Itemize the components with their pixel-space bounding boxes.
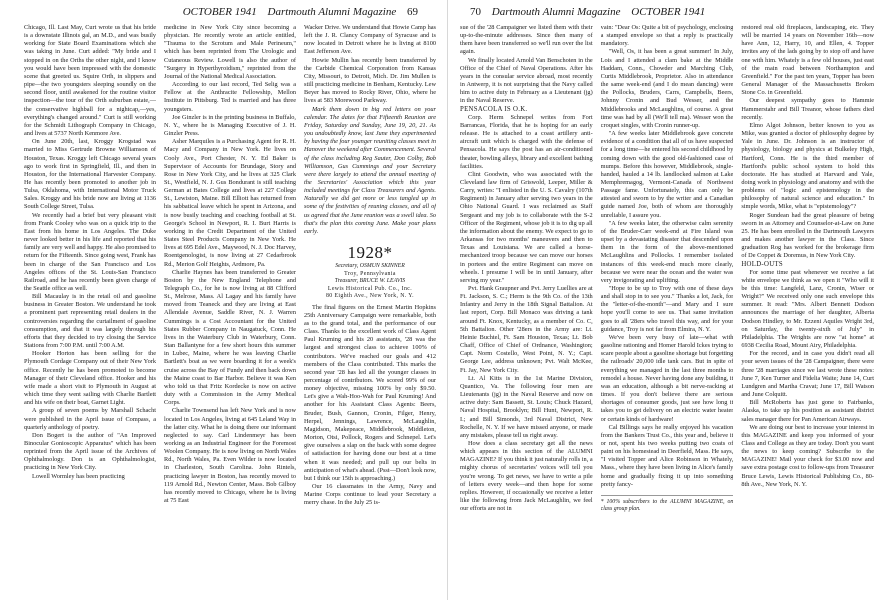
secretary-address: Troy, Pennsylvania	[344, 270, 396, 277]
left-header-magazine: Dartmouth Alumni Magazine	[267, 6, 397, 18]
paragraph: A group of seven poems by Marshall Schacht were published in the April issue of Compass, a quarterly anthology of poetry.	[24, 407, 156, 431]
paragraph: medicine in New York City since becoming a physician. He recently wrote an article entitled, "Trauma to the Scrotum and Male Perineum," which has been reprinted from The Urologic and Cutaneous Review. Lowell is also the author of "Surgery in Hyperthyroidism," reprinted from the Journal of the National Medical Association.	[164, 24, 296, 80]
paragraph: "A few weeks later Middlebrook gave concrete evidence of a condition that all of us have suspected for a long time—he entered his second childhood by coming down with the good old-fashioned case of mumps. Before this however, Middlebrook, single-handed, hauled a 14 lb. landlocked salmon at Lake Memphremagog, Vermont-Canada of Northwest Passage fame. Unfortunately, this can only be attested and sworn to by the writer and a Canadian guide named Joe, both of whom are thoroughly unreliable, I assure you.	[600, 130, 734, 219]
paragraph: For the record, and in case you didn't read all your seven issues of the '28 Campaigner, there were three '28 marriages since we last wrote these notes: June 7, Ken Turner and Fidelia Waite; June 14, Curt Lundgren and Martha Cravat; June 17, Bill Watson and June Colquitt.	[741, 350, 875, 399]
paragraph: We finally located Arnold Van Benschoten in the Office of the Chief of Naval Operations. After his years in the consular service abroad, most recently in Antwerp, it is not surprising that the Navy called him to active duty in February as a Lieutenant (jg) in the Naval Reserve.	[460, 56, 593, 105]
left-column-1	[24, 24, 156, 596]
paragraph: Lowell Wormley has been practicing	[32, 472, 125, 480]
paragraph: Bill Macaulay is in the retail oil and gasoline business in Greater Boston. We understand he took a prominent part representing retail dealers in the controversies regarding the curtailment of gasoline consumption, and that it was largely through his efforts that they decided to try closing the Service Stations from 7:00 P.M. until 7:00 A.M.	[24, 293, 156, 350]
paragraph: Corp. Herm Schnepel writes from Fort Barrancas, Florida, that he is hoping for an early release. He is attached to a coast artillery anti-aircraft unit which is charged with the defense of Pensacola. He says the post has an air-conditioned theater, bowling alleys, library and excellent bathing facilities.	[460, 113, 593, 170]
right-column-3	[741, 24, 874, 596]
paragraph: restored real old fireplaces, landscaping, etc. They will be married 14 years on November 16th—now have Ann, 12, Harry, 10, and Ellen, 4. Topper invites any of the lads going by to stop off and have one with him. Whately is a few old houses, just east of the main road between Northampton and Greenfield." For the past ten years, Topper has been General Manager of the Massachusetts Broken Stone Co. in Greenfield.	[741, 24, 875, 97]
paragraph: We've been very busy of late—what with gasoline rationing and Homer Harold Ickes trying to scare people about a gasoline shortage but forgetting the railroads' 20,000 idle tank cars. But in spite of everything we managed in the last three months to remodel a house. Never having done any building, it was an education, although a bit nerve-racking at times. If you don't believe there are serious shortages of consumer goods, just see how long it takes you to get delivery on an electric water heater or certain kinds of hardware!	[600, 333, 734, 423]
left-column-2	[164, 24, 296, 596]
right-page-number: 70	[470, 6, 481, 18]
paragraph: We are doing our best to increase your interest in this MAGAZINE and keep you informed of your Class and College as they are today. Don't you want the news to keep coming? Subscribe to the MAGAZINE! Mail your check for $3.00 now and save extra postage cost to follow-ups from Treasurer Bruce Lewis, Lewis Historical Publishing Co., 80-8th Ave., New York, N. Y.	[741, 423, 875, 488]
class-section-heading	[304, 243, 436, 301]
paragraph: For some time past whenever we receive a fat white envelope we think as we open it "Who will it be this time: Langfeld, Lanz, Cronin, Wiser or Wright?" We received only one such envelope this summer. It read: "Mrs. Albert Bennett Dodson announces the marriage of her daughter, Alberta Dodson Hindley, to Mr. Ezzeni Aquiles Wright 3rd, on Saturday, the twenty-sixth of July" in Philadelphia. The Wrights are now "at home" at 6938 Cecilia Road, Mount Airy, Philadelphia.	[741, 268, 875, 350]
paragraph: Our 16 classmates in the Army, Navy and Marine Corps continue to lead your Secretary a merry chase. In the July 25 is-	[304, 483, 436, 507]
left-columns	[24, 24, 436, 596]
paragraph: Howie Mullin has recently been transferred by the Carbide Chemical Corporation from Kansas City, Missouri, to Detroit, Mich. Dr. Jim Mullen is still practicing medicine in Benham, Kentucky. Lew Beyer has moved to Rocky River, Ohio, where he lives at 583 Morewood Parkway.	[304, 56, 436, 105]
right-page	[448, 0, 896, 600]
right-column-1	[460, 24, 593, 596]
treasurer-address: 80 Eighth Ave., New York, N. Y.	[326, 293, 414, 300]
secretary-line: Secretary, OSMUN SKINNER	[335, 263, 405, 270]
paragraph: "Hope to be up to Troy with one of these days and shall stop in to see you." Thanks a lot, Jack, for the "letter-of-the-month"—and Mary and I sure hope you'll come to see us. That same invitation goes to all '28ers who travel this way, and for your guidance, Troy is not far from Elmira, N. Y.	[600, 285, 734, 333]
paragraph: Cal Billings says he really enjoyed his vacation from the Bankers Trust Co., this year and, believe it or not, spent his two weeks putting two coats of paint on his homestead in Deerfield, Mass. He says, "I visited Topper and Alice Robinson in Whately, Mass., where they have been living in Alice's family home and gradually fixing it up into something pretty fancy-	[600, 423, 734, 488]
right-column-2	[601, 24, 734, 596]
right-header-magazine: Dartmouth Alumni Magazine	[491, 6, 621, 18]
right-columns	[460, 24, 874, 596]
paragraph: sue of the '28 Campaigner we listed them with their up-to-the-minute addresses. Since then many of them have been transferred so we'll run over the list again.	[460, 24, 593, 56]
paragraph: Asher Marquiles is a Purchasing Agent for R. H. Macy and Company in New York. He lives on Cooly Ave., Port Chester, N. Y. Ed Baker is Supervisor of Accounts for Brundage, Story and Rose in New York City, and he lives at 325 Clark St., Westfield, N. J. Gus Bondurant is still teaching German at Bates College and lives at 227 College St., Lewiston, Maine. Bill Elliott has returned from his sabbatical leave which he spent in Arizona, and is now busily teaching and coaching football at St. George's School in Newport, R. I. Burt Harris is working in the Credit Department of the United States Steel Products Company in New York. He lives at 695 Edel Ave., Maywood, N. J. Doc Harvey, Roentgenologist, is now living at 27 Cedarbrook Rd., Merion Golf Heights, Ardmore, Pa.	[164, 138, 296, 268]
paragraph: "Well, Os, it has been a great summer! In July, Lois and I attended a clam bake at the Middle Haddam, Conn., Chowder and Marching Club, Curtis Middlebrook, Proprietor. Also in attendance the same week-end (and I do mean dancing) were the Pollocks, Bruders, Carrs, Campbells, Beers, Johnny Cronin and Bud Wesser, and the Middlebrooks and McLaughlins, of course. A great time was had by all (We'll tell ma). Wesser won the croquet singles, with Cronin runner-up.	[600, 48, 734, 129]
paragraph: Charlie Haynes has been transferred to Greater Boston by the New England Telephone and Telegraph Co., for he is now living at 88 Clifford St., Melrose, Mass. Al Lagay and his family have moved from Teaneck and they are living at East Allendale Avenue, Saddle River, N. J. Warren Cummings is a Cost Accountant for the United States Rubber Company in Naugatuck, Conn. He lives in the Waterbury Club in Waterbury, Conn. Stan Ballantyne for a few short hours this summer in Lubec, Maine, where he was leaving Charlie Bartlett's boat as we were boarding it for a week's cruise across the Bay of Fundy and then back down the Maine coast to Bar Harbor. Believe it was Ken who told us that Fritz Kordecke is now on active duty with a Commission in the Army Medical Corps.	[164, 268, 296, 407]
paragraph: How does a class secretary get all the news which appears in this section of the ALUMNI MAGAZINE? If you think it just naturally rolls in, a mighty chorus of secretaries' voices will tell you you're wrong. To get news, we have to write a pile of letters every week—and then hope for some replies. However, if occasionally we receive a letter like the following from Jack McLaughlin, we feel our efforts are not in	[460, 439, 593, 513]
paragraph: On June 20th, last, Kroggy Krogstad was married to Miss Gertrude Browne Williamson of Houston, Texas. Kroggy left Chicago several years ago to work first in Springfield, Ill., and then in Houston, for the International Harvester Company. He has recently been promoted to another job in Tulsa, Oklahoma, with International Motor Truck Sales. Kroggy and his bride now are living at 1136 South College Street, Tulsa.	[24, 138, 156, 211]
left-header-month: OCTOBER 1941	[182, 6, 257, 18]
paragraph: Lt. Al Kitts is in the 1st Marine Division, Quantico, Va. The following four men are Lieutenants (jg) in the Naval Reserve and now on active duty: Sam Bassett, St. Louis; Chuck Hazard, Naval Hospital, Brooklyn; Bill Hunt, Newport, R. I.; and Bill Simonds, 3rd Naval District, New Rochelle, N. Y. If we have missed anyone, or made any mistakes, please tell us right away.	[460, 374, 593, 439]
paragraph: Mark them down in big red letters on your calendar. The dates for that Fifteenth Reunion are Friday, Saturday and Sunday, June 19, 20, 21. As you undoubtedly know, last June they experimented by having the four younger reuniting classes meet in Hanover the weekend after Commencement. Several of the class including Reg Sauter, Don Colby, Bob Williamson, Gus Cummings and your Secretary were there largely to attend the annual meeting of the Secretaries' Association which this year included meetings for Class Treasurers and Agents. Naturally we did get more or less tangled up in some of the festivities of reuning classes, and all of us agreed that the June reunion was a swell idea. So that's the plan this coming June. Make your plans early.	[304, 105, 436, 235]
footnote: * 100% subscribers to the ALUMNI MAGAZINE, on class group plan.	[601, 495, 734, 514]
paragraph: The final figures on the Ernest Martin Hopkins 25th Anniversary Campaign were remarkable, both as to the grand total, and the performance of our Class. Thanks to the excellent work of Class Agent Paul Kruming and his 20 assistants, '28 was the largest and strongest class to achieve 100% of contributors. We've reached our goals and 412 members of the Class contributed. This marks the second year '28 has led all the younger classes in percentage of contributors. We scored 99% of our money objective, missing 100% by only $9.50. Let's give a Wah-Hoo-Wah for Paul Kruming! And another for his Assistant Class Agents: Beers, Bruder, Bush, Gannon, Cronin, Filger, Henry, Herpel, Jennings, Lawrence, McLaughlin, Magidson, Makepeace, Middlebrook, Middleton, Morton, Otsi, Pollock, Rogers and Schnepel. Let's give ourselves a slap on the back with some degree of satisfaction for having done our best at a time when it was needed; and pull up our belts in anticipation of what's ahead. (Psst—Don't look now, but I think our 15th is approaching.)	[304, 303, 436, 482]
paragraph: According to our last record, Ted Selig was a Fellow at the Anthracite Fellowship, Mellon Institute in Pittsburg. Ted is married and has three youngsters.	[164, 81, 296, 113]
treasurer-line: Treasurer, BRUCE W. LEAVIS	[334, 278, 406, 285]
paragraph: Hooker Horton has been selling for the Plymouth Cordage Company out of their New York office. Recently he has been promoted to become Manager of their Cleveland office. Hooker and his wife made a short visit to Plymouth in August at which time they went sailing with Charlie Bartlett and his wife on their boat, Garnet Light.	[24, 350, 156, 407]
paragraph: Roger Sundean had the great pleasure of being sworn in as Attorney and Counselor-at-Law on June 25. He has been enrolled in the Dartmouth Lawyers and makes another lawyer in the Class. Since graduation Rog has worked for the brokerage firm of De Coppet & Doremus, in New York City.	[741, 211, 875, 260]
left-page-number: 69	[407, 6, 418, 18]
paragraph: Pvt. Hank Graupner and Pvt. Jerry Luellies are at Ft. Jackson, S. C.; Herm is the 9th Co. of the 13th Infantry and Jerry in the 18th Signal Battalion. At last report, Corp. Bill Monaco was driving a tank around Ft. Knox, Kentucky, as a member of Co. C, 5th Battalion. Other '28ers in the Army are: Lt. Heinie Buchtel, Ft. Sam Houston, Texas; Lt. Bob Chaff, Office of Chief of Ordnance, Washington; Capt. Norm Costello, West Point, N. Y.; Capt. George Lee, address unknown; Pvt. Walt McKee, Ft. Jay, New York City.	[460, 285, 593, 374]
paragraph: Elmo Algot Johnson, better known to you as Mike, was granted a doctor of philosophy degree by Yale in June. Dr. Johnson is an instructor of physiology, biology and physics at Bulkeley High, Hartford, Conn. He is the third member of Hartford's public school system to hold this doctorate. He has studied at Harvard and Yale, doing work in physiology and anatomy and with the problems of "logic and epistemology in the philosophy of natural science and education." In simple words, Mike, what is "epistemology"?	[741, 121, 875, 211]
subheading-pensacola: PENSACOLA IS O.K.	[460, 105, 528, 113]
treasurer-company: Lewis Historical Pub. Co., Inc.	[327, 285, 413, 292]
paragraph: Joe Ginzler is in the printing business in Buffalo, N. Y., where he is Managing Executive of J. H. Ginzler Press.	[164, 113, 296, 138]
paragraph: Chicago, Ill. Last May, Curt wrote us that his bride is a downstate Illinois gal, an M.D., and was busily working for State Board Examinations which she was taking in June. Curt added: "My bride and I stopped in on the Orths the other night, and I know you would have been impressed with the domestic scene that greeted us. Squire Orth, in slippers and pipe—the two youngsters sleeping soundly on the second floor, until awakened for the routine visitor inspection—the tour of the Orth suburban estate,—the conservative highball for a nightcap,—yes, everything's changed around." Curt is still working for the Schmidt Lithograph Company in Chicago, and lives at 5737 North Kenmore Ave.	[24, 24, 156, 138]
paragraph: "A few weeks later, the otherwise calm serenity of the Bruder-Carr week-end at Fire Island was upset by a devastating disaster that descended upon them in the form of the above-mentioned McLaughlins and Pollocks. I remember isolated instances of this week-end much more clearly, because we were near the ocean and the water was very invigorating and uplifting.	[600, 219, 734, 284]
paragraph: Bill McRoberts has just gone to Fairbanks, Alaska, to take up his position as assistant district sales manager there for Pan American Airways.	[741, 399, 875, 423]
right-page-header	[470, 6, 705, 20]
subheading-hold-outs: HOLD-OUTS	[741, 260, 783, 268]
paragraph: Clint Goodwin, who was associated with the Cleveland law firm of Griswold, Leeper, Miller & Carry, writes: "I enlisted in the U. S. Cavalry (107th Regiment) in January after serving two years in the Ohio National Guard. I was reclaimed as Staff Sergeant and my job is to collaborate with the S-2 Officer of the Regiment, whose job it is to dig up all the information about the enemy. We expect to go to Arkansas for two months' maneuvers and then to Texas and Louisiana. We are called a horse-mechanized troop because we can move our horses in portees and the entire Regiment can move on wheels. I presume I will be in until January, after serving my year."	[460, 170, 593, 284]
left-column-3	[304, 24, 436, 596]
right-header-month: OCTOBER 1941	[631, 6, 706, 18]
paragraph: vain: "Dear Os: Quite a bit of psychology, enclosing a stamped envelope so that a reply is practically mandatory.	[600, 24, 734, 48]
paragraph: Don Bogert is the author of "An Improved Binocular Gonioscopic Apparatus" which has been reprinted from the April issue of the Archives of Ophthalmology. Don is an Ophthalmologist, practicing in New York City.	[24, 431, 156, 472]
paragraph: Charlie Townsend has left New York and is now located in Los Angeles, living at 645 Leland Way in the latter city. What he is doing there our informant neglected to say. Carl Lindenmeyr has been working as an Industrial Engineer for the Foremost Woolen Company. He is now living on North Wales Rd., North Wales, Pa. Even Wilder is now located in Charleston, South Carolina. John Rintels, practicing lawyer in Boston, has recently moved to 119 Arnold Rd., Newton Center, Mass. Bob Gilboy has recently moved to Chicago, where he is living at 75 East	[164, 407, 296, 505]
paragraph: Our deepest sympathy goes to Hammie Hammerstahr and Bill Treanor, whose fathers died recently.	[741, 97, 875, 121]
paragraph: We recently had a brief but very pleasant visit from Frank Cooley who was on a quick trip to the East from his home in Los Angeles. The Duke never looked better in his life and reported that his family are very well and happy. He also promised to return for the Fifteenth. Since going west, Frank has been in charge of the San Francisco and Los Angeles offices of the St. Louis-San Francisco Railroad, and he has recently been given charge of the Seattle office as well.	[24, 211, 156, 292]
class-year-title: 1928*	[347, 243, 393, 263]
left-page-header	[183, 6, 426, 20]
paragraph: Wacker Drive. We understand that Howie Camp has left the J. R. Clancy Company of Syracuse and is now located in Detroit where he is living at 8100 East Jefferson Ave.	[304, 24, 436, 56]
